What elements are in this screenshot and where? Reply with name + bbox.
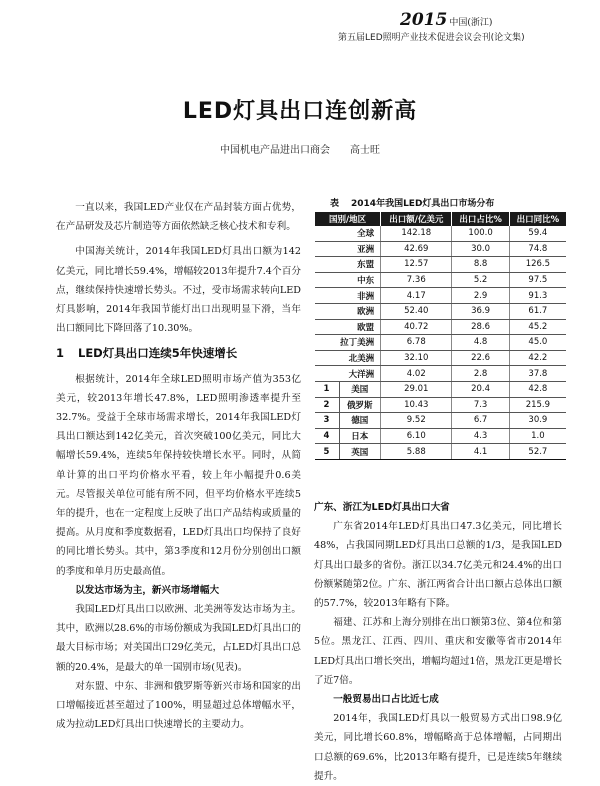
yoy-cell: 37.8	[509, 366, 566, 382]
article-title: LED灯具出口连创新高	[182, 99, 418, 124]
table-row	[315, 241, 567, 257]
amount-cell: 5.88	[381, 444, 452, 460]
amount-cell: 7.36	[381, 272, 452, 288]
amount-cell: 4.17	[381, 288, 452, 304]
left-column	[56, 198, 301, 734]
conference-logo	[400, 10, 492, 30]
amount-cell: 42.69	[381, 241, 452, 257]
share-cell: 5.2	[452, 272, 509, 288]
amount-cell: 4.02	[381, 366, 452, 382]
country-rank: 3	[315, 413, 340, 429]
subheading-general-trade: 一般贸易出口占比近七成	[333, 694, 439, 706]
amount-cell: 142.18	[381, 226, 452, 241]
table-caption-title: 2014年我国LED灯具出口市场分布	[351, 199, 495, 209]
share-cell: 100.0	[452, 226, 509, 241]
amount-cell: 32.10	[381, 350, 452, 366]
share-cell: 30.0	[452, 241, 509, 257]
region-name: 东盟	[315, 257, 381, 273]
yoy-cell: 215.9	[509, 397, 566, 413]
yoy-cell: 42.2	[509, 350, 566, 366]
amount-cell: 29.01	[381, 381, 452, 397]
paragraph-growth: 根据统计，2014年全球LED照明市场产值为353亿美元，较2013年增长47.8%，LED照明渗透率提升至32.7%。受益于全球市场需求增长，2014年我国LED灯具出口额达到142亿美元，首次突破100亿美元，同比大幅增长59.4%，连续5年保持较快增长水平。同时，从简单计算的出口平均价格水平看，较上年小幅提升0.6美元。尽管报关单位可能有所不同，但平均价格水平连续5年的提升，也在一定程度上反映了出口产品结构或质量的提高。从月度和季度数据看，LED灯具出口均保持了良好的同比增长势头。其中，第3季度和12月份分别创出口额的季度和单月历史最高值。	[56, 373, 301, 577]
yoy-cell: 74.8	[509, 241, 566, 257]
yoy-cell: 59.4	[509, 226, 566, 241]
header-share: 出口占比%	[452, 212, 509, 226]
amount-cell: 6.78	[381, 335, 452, 351]
paragraph-general-trade: 2014年，我国LED灯具以一般贸易方式出口98.9亿美元，同比增长60.8%，增幅略高于总体增幅，占同期出口总额的69.6%，比2013年略有提升，已是连续5年继续提升。	[314, 713, 562, 782]
logo-year: 2015	[400, 10, 448, 30]
region-name: 非洲	[315, 288, 381, 304]
table-row	[315, 444, 567, 460]
share-cell: 22.6	[452, 350, 509, 366]
table-row	[315, 226, 567, 241]
share-cell: 7.3	[452, 397, 509, 413]
author-line	[0, 141, 600, 156]
country-name: 日本	[339, 428, 381, 444]
yoy-cell: 52.7	[509, 444, 566, 460]
country-rank: 5	[315, 444, 340, 460]
share-cell: 4.3	[452, 428, 509, 444]
amount-cell: 10.43	[381, 397, 452, 413]
logo-place: 中国(浙江)	[449, 18, 493, 28]
amount-cell: 12.57	[381, 257, 452, 273]
region-name: 欧盟	[315, 319, 381, 335]
section-number: 1	[56, 346, 65, 361]
amount-cell: 9.52	[381, 413, 452, 429]
subheading-markets: 以发达市场为主，新兴市场增幅大	[75, 584, 220, 596]
share-cell: 36.9	[452, 303, 509, 319]
country-rank: 2	[315, 397, 340, 413]
table-caption	[330, 196, 566, 209]
region-name: 亚洲	[315, 241, 381, 257]
section-title: LED灯具出口连续5年快速增长	[78, 346, 238, 361]
yoy-cell: 42.8	[509, 381, 566, 397]
region-name: 大洋洲	[315, 366, 381, 382]
table-row	[315, 366, 567, 382]
yoy-cell: 45.0	[509, 335, 566, 351]
paragraph-guangdong-zhejiang: 广东省2014年LED灯具出口47.3亿美元，同比增长48%，占我国同期LED灯具出口总额的1/3，是我国LED灯具出口最多的省份。浙江以34.7亿美元和24.4%的出口份额紧随第2位。广东、浙江两省合计出口额占总体出口额的57.7%，较2013年略有下降。	[314, 521, 562, 610]
share-cell: 4.1	[452, 444, 509, 460]
author-organization: 中国机电产品进出口商会	[220, 145, 330, 156]
paragraph-emerging-markets: 对东盟、中东、非洲和俄罗斯等新兴市场和国家的出口增幅接近甚至超过了100%，明显超过总体增幅水平，成为拉动LED灯具出口快速增长的主要动力。	[56, 680, 301, 731]
region-name: 北美洲	[315, 350, 381, 366]
running-header: 第五届LED照明产业技术促进会议会刊(论文集)	[338, 33, 525, 43]
share-cell: 28.6	[452, 319, 509, 335]
table-row	[315, 397, 567, 413]
paragraph-developed-markets: 我国LED灯具出口以欧洲、北美洲等发达市场为主。其中，欧洲以28.6%的市场份额成为我国LED灯具出口的最大目标市场；对美国出口29亿美元，占LED灯具出口总额的20.4%，是最大的单一国别市场(见表)。	[56, 604, 301, 673]
table-row	[315, 413, 567, 429]
table-caption-label: 表	[330, 199, 340, 209]
share-cell: 20.4	[452, 381, 509, 397]
yoy-cell: 61.7	[509, 303, 566, 319]
yoy-cell: 1.0	[509, 428, 566, 444]
table-row	[315, 303, 567, 319]
table-row	[315, 350, 567, 366]
yoy-cell: 91.3	[509, 288, 566, 304]
yoy-cell: 45.2	[509, 319, 566, 335]
right-column	[314, 498, 562, 786]
table-row	[315, 335, 567, 351]
amount-cell: 40.72	[381, 319, 452, 335]
country-name: 美国	[339, 381, 381, 397]
header-amount: 出口额/亿美元	[381, 212, 452, 226]
region-name: 全球	[315, 226, 381, 241]
share-cell: 2.8	[452, 366, 509, 382]
region-name: 中东	[315, 272, 381, 288]
table-row	[315, 288, 567, 304]
paragraph-intro: 一直以来，我国LED产业仅在产品封装方面占优势，在产品研发及芯片制造等方面依然缺乏核心技术和专利。	[56, 202, 301, 233]
amount-cell: 6.10	[381, 428, 452, 444]
yoy-cell: 126.5	[509, 257, 566, 273]
paragraph-other-provinces: 福建、江苏和上海分别排在出口额第3位、第4位和第5位。黑龙江、江西、四川、重庆和安徽等省市2014年LED灯具出口增长突出，增幅均超过1倍，黑龙江更是增长了近7倍。	[314, 617, 562, 686]
header-yoy: 出口同比%	[509, 212, 566, 226]
table-row	[315, 257, 567, 273]
table-row	[315, 381, 567, 397]
region-name: 欧洲	[315, 303, 381, 319]
country-rank: 1	[315, 381, 340, 397]
share-cell: 4.8	[452, 335, 509, 351]
section-heading-1	[56, 344, 301, 363]
table-row	[315, 428, 567, 444]
share-cell: 8.8	[452, 257, 509, 273]
share-cell: 6.7	[452, 413, 509, 429]
country-name: 俄罗斯	[339, 397, 381, 413]
country-name: 英国	[339, 444, 381, 460]
header-region: 国别/地区	[315, 212, 381, 226]
author-name: 高士旺	[350, 145, 380, 156]
country-rank: 4	[315, 428, 340, 444]
paragraph-customs-stats: 中国海关统计，2014年我国LED灯具出口额为142亿美元，同比增长59.4%，增幅较2013年提升7.4个百分点，继续保持快速增长势头。不过，受市场需求转向LED灯具影响，2014年我国节能灯出口出现明显下滑，当年出口额同比下降回落了10.30%。	[56, 246, 301, 335]
table-row	[315, 319, 567, 335]
subheading-provinces: 广东、浙江为LED灯具出口大省	[314, 502, 450, 513]
share-cell: 2.9	[452, 288, 509, 304]
table-header-row	[315, 212, 567, 226]
amount-cell: 52.40	[381, 303, 452, 319]
region-name: 拉丁美洲	[315, 335, 381, 351]
yoy-cell: 97.5	[509, 272, 566, 288]
export-market-table	[314, 212, 566, 460]
yoy-cell: 30.9	[509, 413, 566, 429]
country-name: 德国	[339, 413, 381, 429]
table-row	[315, 272, 567, 288]
